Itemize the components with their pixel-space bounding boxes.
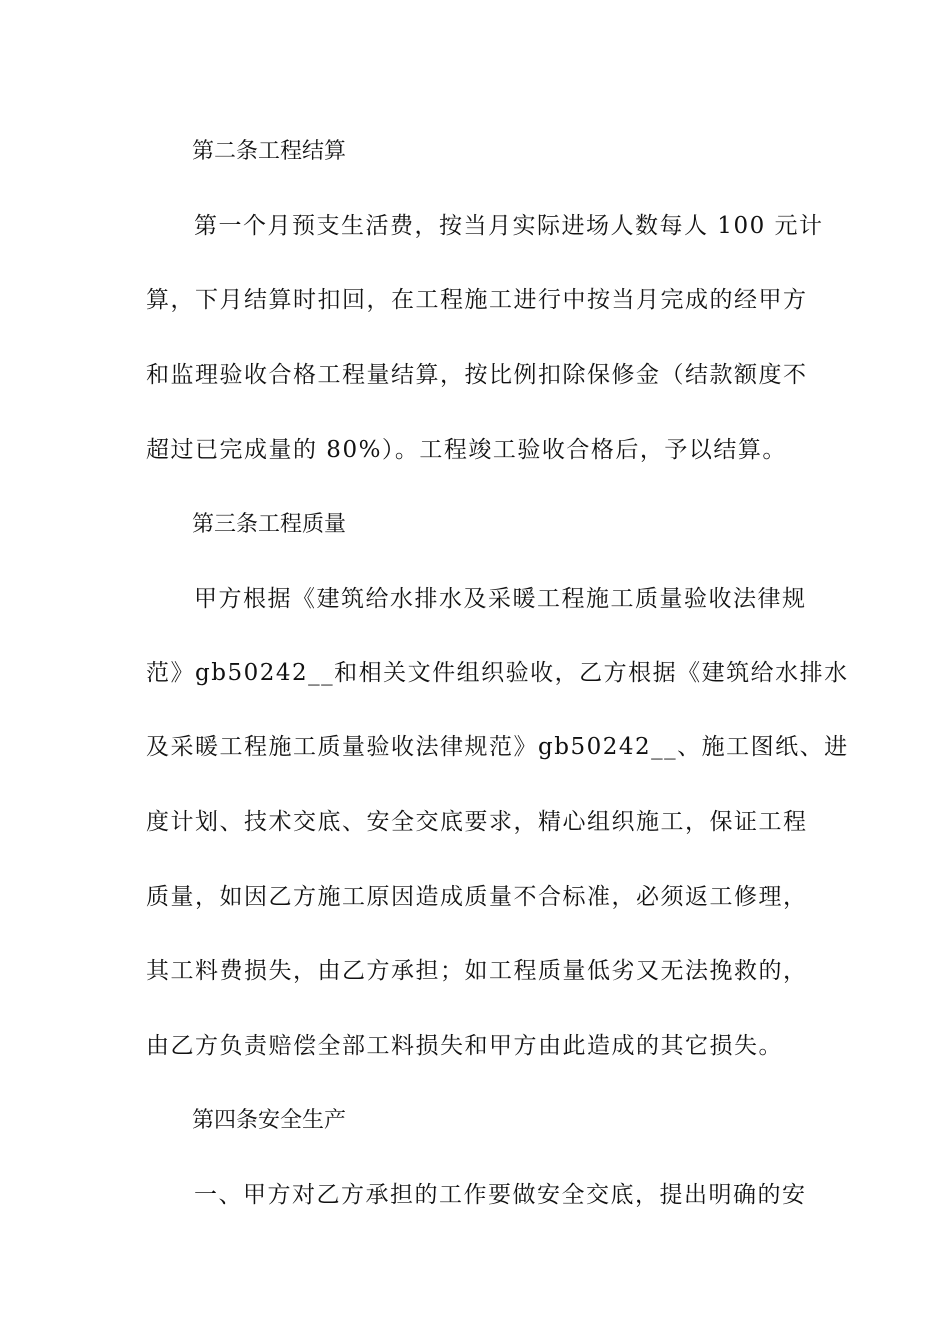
section-3-title: 第三条工程质量: [192, 512, 347, 537]
paragraph-line: 和监理验收合格工程量结算，按比例扣除保修金（结款额度不: [146, 362, 808, 388]
paragraph-line: 质量，如因乙方施工原因造成质量不合标准，必须返工修理，: [146, 884, 808, 910]
section-2-title: 第二条工程结算: [192, 139, 347, 164]
paragraph-line: 度计划、技术交底、安全交底要求，精心组织施工，保证工程: [146, 809, 808, 835]
paragraph-line: 第一个月预支生活费，按当月实际进场人数每人 100 元计: [194, 213, 824, 239]
paragraph-line: 甲方根据《建筑给水排水及采暖工程施工质量验收法律规: [194, 586, 807, 612]
paragraph-line: 超过已完成量的 80%）。工程竣工验收合格后，予以结算。: [146, 437, 787, 463]
paragraph-line: 范》gb50242__和相关文件组织验收，乙方根据《建筑给水排水: [146, 660, 849, 686]
section-4-title: 第四条安全生产: [192, 1108, 347, 1133]
paragraph-line: 算，下月结算时扣回，在工程施工进行中按当月完成的经甲方: [146, 287, 808, 313]
paragraph-line: 及采暖工程施工质量验收法律规范》gb50242__、施工图纸、进: [146, 734, 849, 760]
paragraph-line: 其工料费损失，由乙方承担；如工程质量低劣又无法挽救的，: [146, 958, 808, 984]
paragraph-line: 一、甲方对乙方承担的工作要做安全交底，提出明确的安: [194, 1182, 807, 1208]
paragraph-line: 由乙方负责赔偿全部工料损失和甲方由此造成的其它损失。: [146, 1033, 783, 1059]
